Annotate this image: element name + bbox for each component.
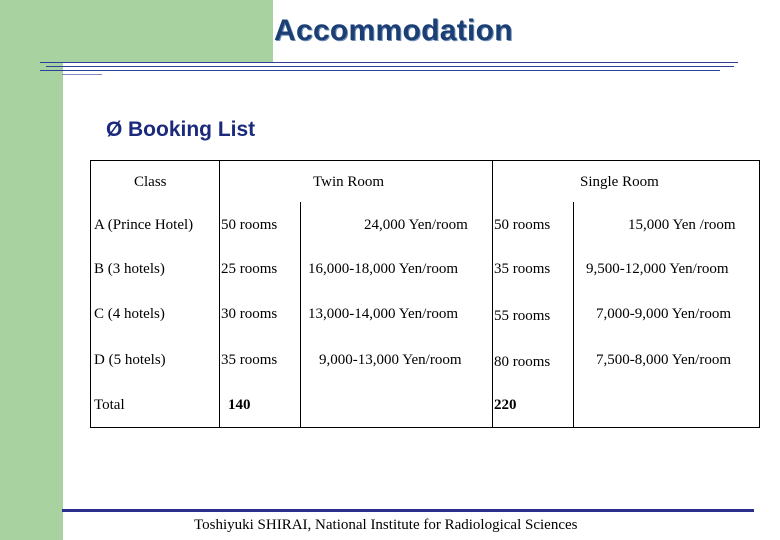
title-accent-block: [63, 0, 273, 62]
row-b-twin-price: 16,000-18,000 Yen/room: [308, 261, 459, 277]
row-d-class: D (5 hotels): [94, 352, 166, 368]
total-single-rooms: 220: [494, 397, 517, 413]
row-b-single-price: 9,500-12,000 Yen/room: [586, 261, 729, 277]
row-d-twin-rooms: 35 rooms: [221, 352, 278, 368]
arrow-bullet-icon: Ø: [106, 118, 123, 141]
slide-title: Accommodation: [274, 14, 513, 47]
row-a-single-rooms: 50 rooms: [494, 217, 551, 233]
row-b-single-rooms: 35 rooms: [494, 261, 551, 277]
row-a-twin-price: 24,000 Yen/room: [364, 217, 468, 233]
left-accent-bar: [0, 0, 63, 540]
row-d-twin-price: 9,000-13,000 Yen/room: [319, 352, 462, 368]
footer-divider: [62, 509, 754, 512]
header-class: Class: [134, 174, 167, 190]
row-a-twin-rooms: 50 rooms: [221, 217, 278, 233]
row-c-single-price: 7,000-9,000 Yen/room: [596, 306, 732, 322]
total-twin-rooms: 140: [228, 397, 251, 413]
total-label: Total: [94, 397, 125, 413]
booking-list-heading: [106, 118, 255, 142]
footer-credit: Toshiyuki SHIRAI, National Institute for Radiological Sciences: [194, 517, 578, 533]
row-a-class: A (Prince Hotel): [94, 217, 194, 233]
row-c-class: C (4 hotels): [94, 306, 165, 322]
row-a-single-price: 15,000 Yen /room: [628, 217, 736, 233]
row-b-twin-rooms: 25 rooms: [221, 261, 278, 277]
header-single-room: Single Room: [580, 174, 659, 190]
header-twin-room: Twin Room: [313, 174, 385, 190]
row-d-single-rooms: 80 rooms: [494, 354, 551, 370]
booking-list-label: Booking List: [128, 118, 256, 141]
row-c-twin-rooms: 30 rooms: [221, 306, 278, 322]
booking-table: [90, 160, 760, 428]
row-c-single-rooms: 55 rooms: [494, 308, 551, 324]
row-c-twin-price: 13,000-14,000 Yen/room: [308, 306, 459, 322]
row-b-class: B (3 hotels): [94, 261, 165, 277]
row-d-single-price: 7,500-8,000 Yen/room: [596, 352, 732, 368]
